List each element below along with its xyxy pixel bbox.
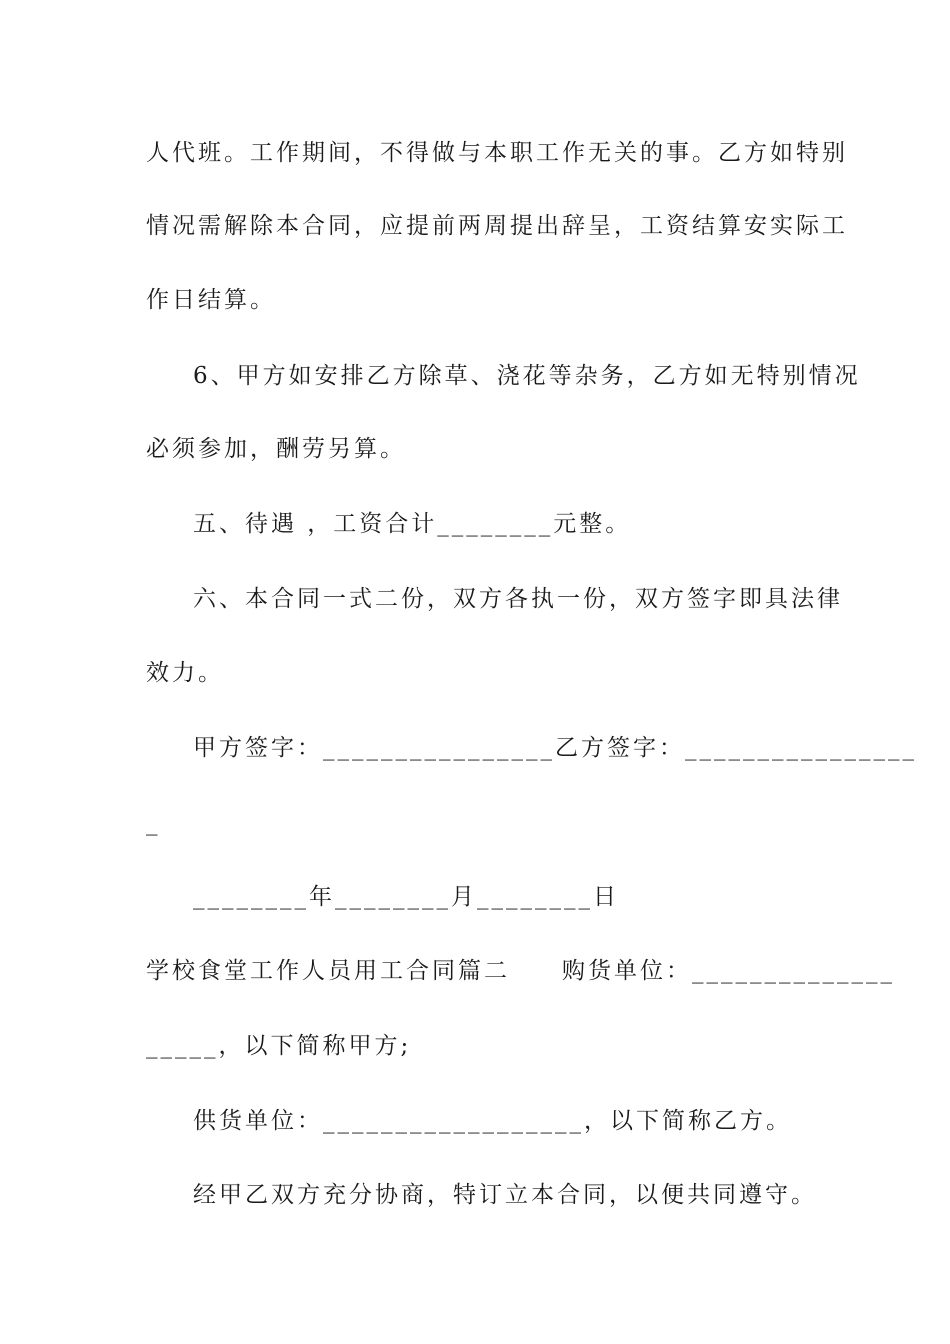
signature-overflow: _: [146, 810, 161, 836]
paragraph-line-1: 人代班。工作期间，不得做与本职工作无关的事。乙方如特别: [146, 140, 848, 166]
paragraph-line-3: 作日结算。: [146, 287, 276, 313]
section-6-line-2: 效力。: [146, 660, 224, 686]
buyer-line-continued: _____，以下简称甲方;: [146, 1033, 412, 1059]
section-6-line-1: 六、本合同一式二份，双方各执一份，双方签字即具法律: [193, 586, 843, 612]
date-line: ________年________月________日: [193, 884, 619, 910]
paragraph-line-2: 情况需解除本合同，应提前两周提出辞呈，工资结算安实际工: [146, 213, 848, 239]
supplier-line: 供货单位：__________________，以下简称乙方。: [193, 1108, 792, 1134]
signature-line: 甲方签字：________________乙方签字：________________: [193, 735, 917, 761]
agreement-line: 经甲乙双方充分协商，特订立本合同，以便共同遵守。: [193, 1182, 817, 1208]
clause-6-line-1: 6、甲方如安排乙方除草、浇花等杂务，乙方如无特别情况: [193, 363, 861, 389]
clause-6-line-2: 必须参加，酬劳另算。: [146, 436, 406, 462]
section-5-salary: 五、待遇 ，工资合计________元整。: [193, 511, 632, 537]
contract-2-heading-line: 学校食堂工作人员用工合同篇二 购货单位：______________: [146, 958, 895, 984]
